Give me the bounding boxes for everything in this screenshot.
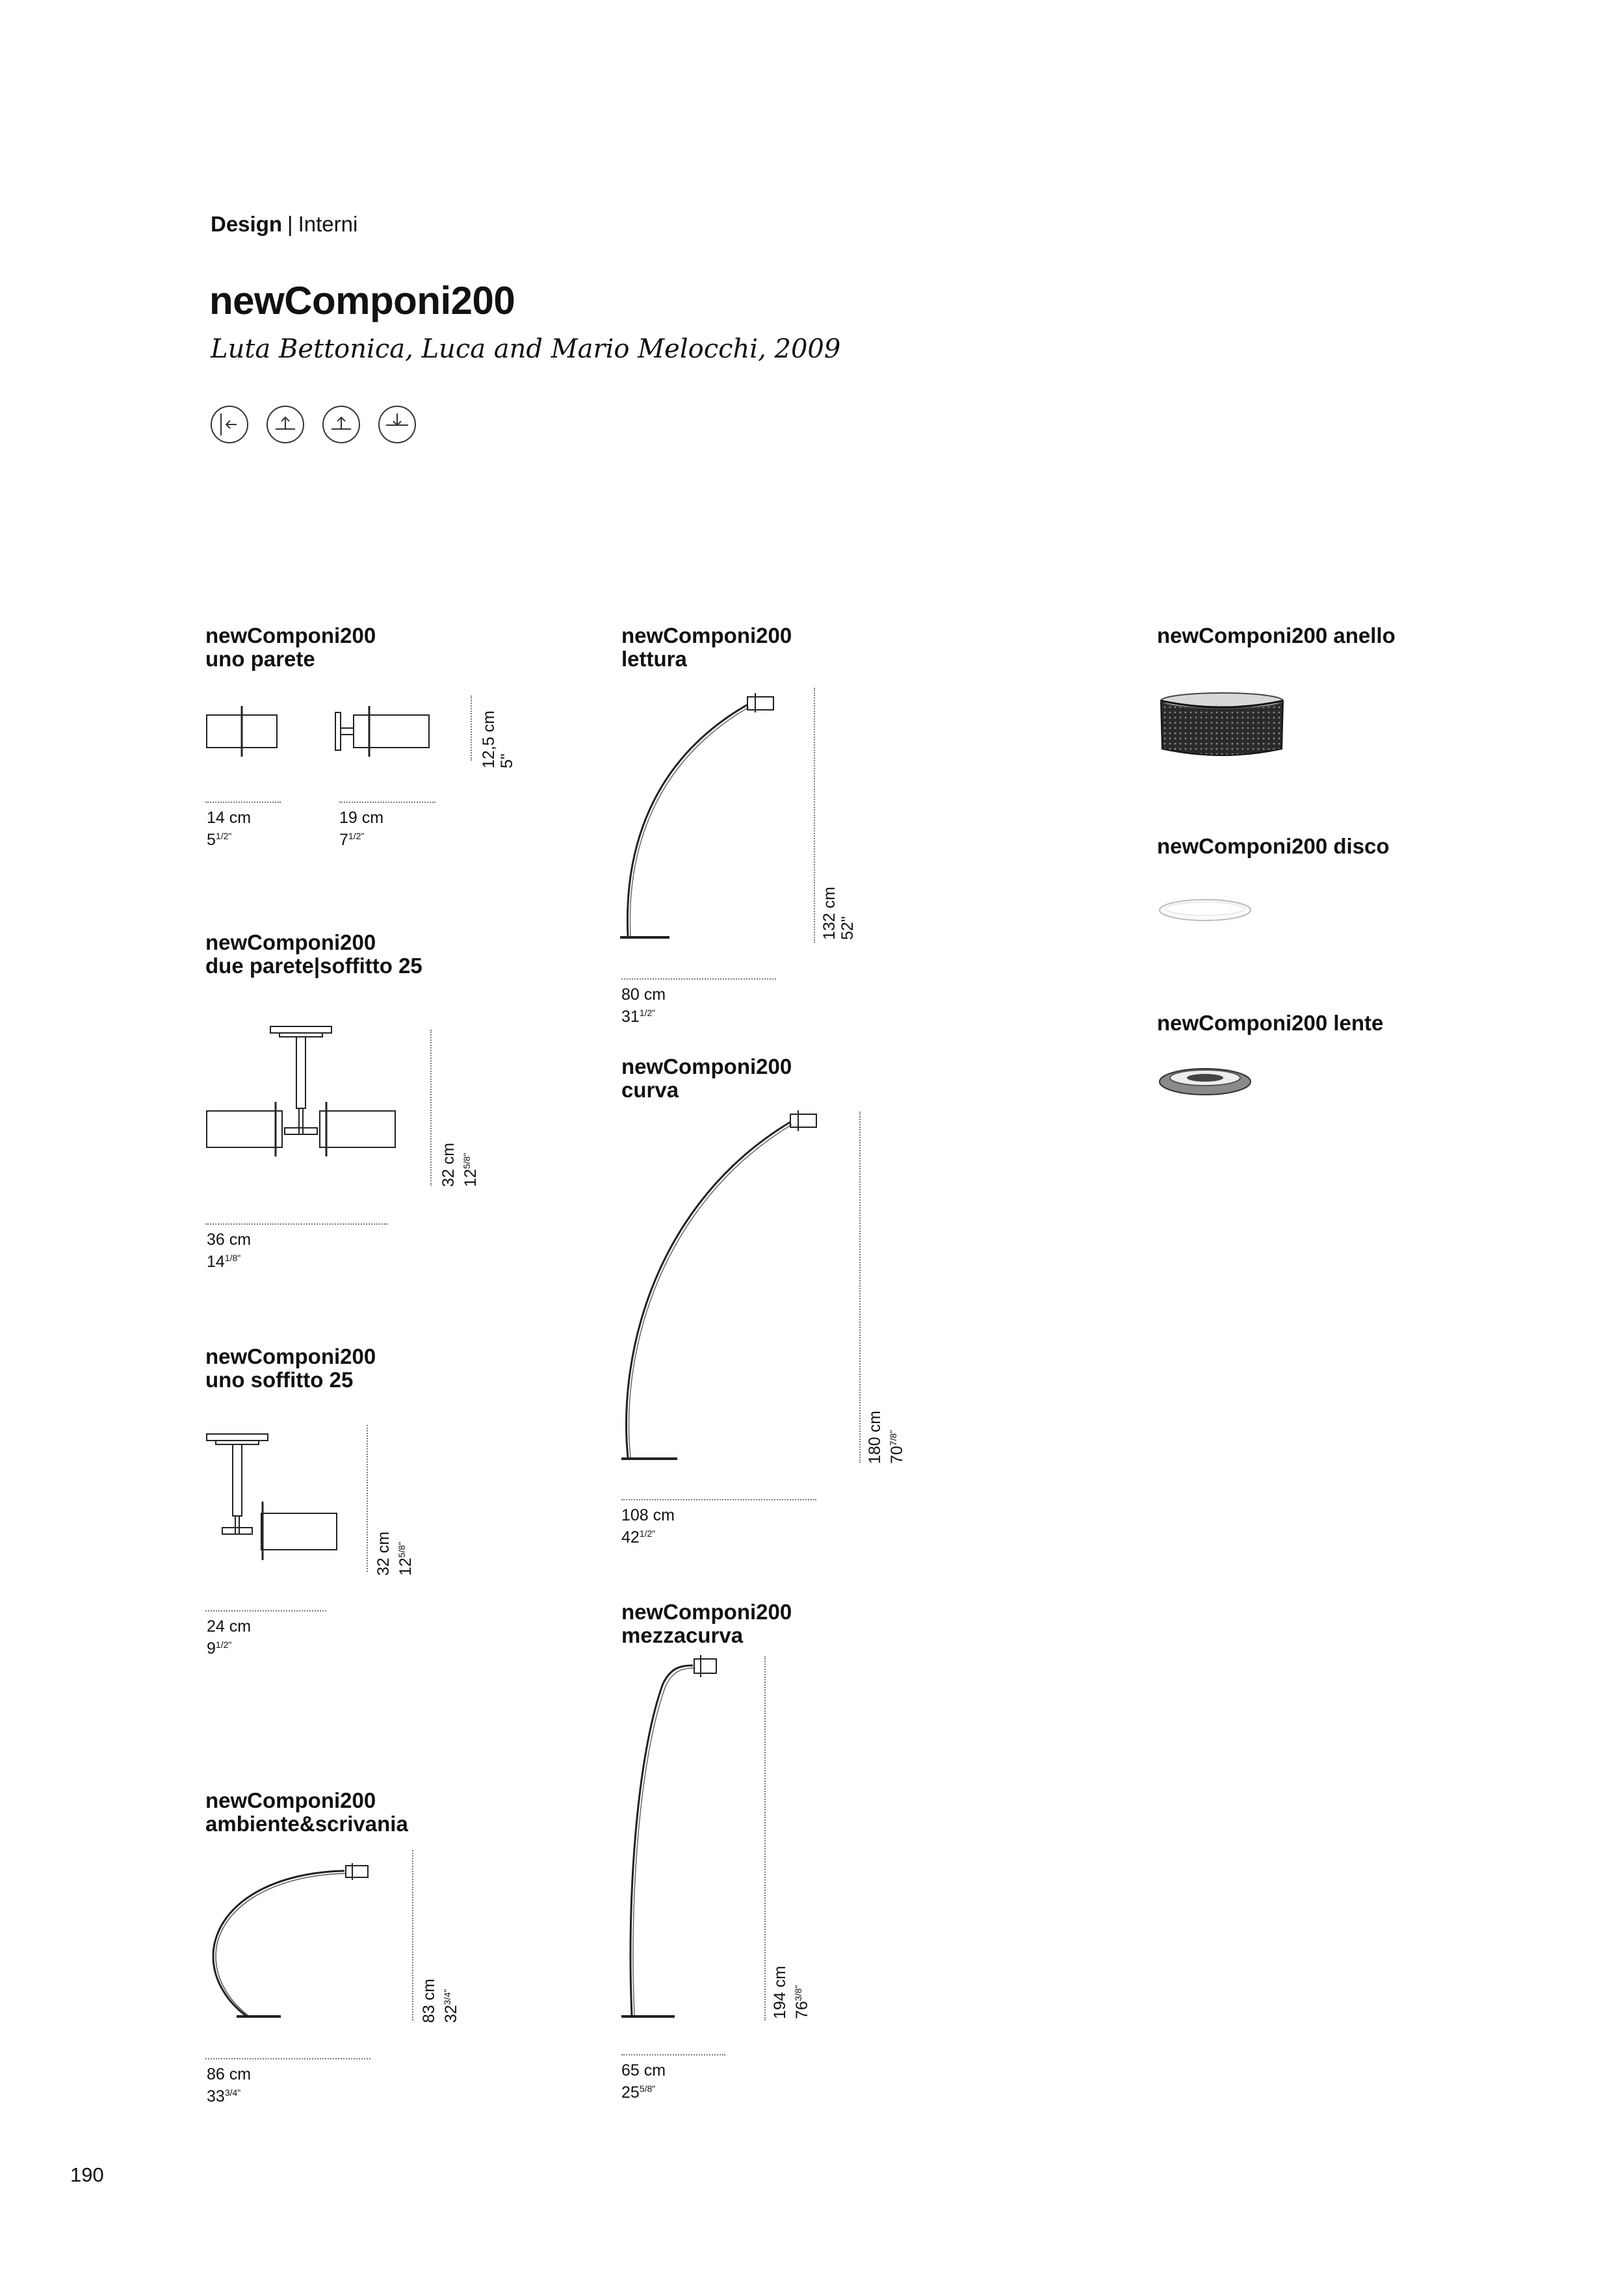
uno-parete-width-2: 19 cm $7^{1/2"}$ [339, 809, 384, 849]
lente-image [1157, 1063, 1261, 1102]
uno-parete-height: 12,5 cm 5" [480, 711, 516, 768]
breadcrumb [211, 212, 357, 237]
product-name-lettura: newComponi200 lettura [621, 623, 792, 671]
product-name-mezzacurva: newComponi200 mezzacurva [621, 1600, 792, 1647]
due-parete-height: 32 cm $12^{5/8"}$ [439, 1142, 480, 1187]
ambiente-width: 86 cm $33^{3/4"}$ [207, 2065, 252, 2106]
curva-width: 108 cm $42^{1/2"}$ [621, 1506, 675, 1546]
uno-parete-drawing [201, 702, 474, 774]
downlight-icon [378, 406, 416, 443]
uno-soffitto-drawing [201, 1430, 357, 1586]
uplight-icon [266, 406, 304, 443]
page-number: 190 [70, 2163, 104, 2186]
product-name-uno-soffitto: newComponi200 uno soffitto 25 [205, 1344, 376, 1392]
lettura-height: 132 cm 52" [820, 887, 857, 940]
disco-image [1157, 894, 1261, 927]
mezzacurva-height: 194 cm $76^{3/8"}$ [771, 1966, 811, 2019]
designer-credit: Luta Bettonica, Luca and Mario Melocchi, 2009 [211, 334, 841, 364]
product-name-ambiente: newComponi200 ambiente&scrivania [205, 1788, 408, 1836]
uplight-icon [322, 406, 360, 443]
product-name-due-parete: newComponi200 due parete|soffitto 25 [205, 930, 422, 978]
page-title: newComponi200 [209, 279, 515, 322]
product-name-anello: newComponi200 anello [1157, 623, 1396, 647]
mezzacurva-drawing [617, 1651, 734, 2028]
anello-image [1157, 689, 1287, 761]
breadcrumb-separator: | [287, 212, 293, 236]
breadcrumb-subsection: Interni [298, 212, 358, 236]
lettura-width: 80 cm $31^{1/2"}$ [621, 985, 666, 1026]
breadcrumb-section: Design [211, 212, 283, 236]
lettura-drawing [617, 683, 786, 949]
uno-parete-width-1: 14 cm $5^{1/2"}$ [207, 809, 252, 849]
mounting-icons [211, 406, 416, 443]
uno-soffitto-height: 32 cm $12^{5/8"}$ [374, 1531, 415, 1576]
product-name-uno-parete: newComponi200 uno parete [205, 623, 376, 671]
product-name-lente: newComponi200 lente [1157, 1011, 1384, 1035]
due-parete-width: 36 cm $14^{1/8"}$ [207, 1231, 252, 1271]
due-parete-drawing [201, 1024, 409, 1193]
wall-mount-icon [211, 406, 248, 443]
mezzacurva-width: 65 cm $25^{5/8"}$ [621, 2061, 666, 2102]
product-name-disco: newComponi200 disco [1157, 834, 1390, 858]
product-name-curva: newComponi200 curva [621, 1054, 792, 1102]
ambiente-height: 83 cm $32^{3/4"}$ [420, 1978, 460, 2023]
curva-height: 180 cm $70^{7/8"}$ [866, 1411, 906, 1464]
curva-drawing [617, 1105, 825, 1469]
uno-soffitto-width: 24 cm $9^{1/2"}$ [207, 1617, 252, 1658]
ambiente-drawing [201, 1846, 396, 2035]
